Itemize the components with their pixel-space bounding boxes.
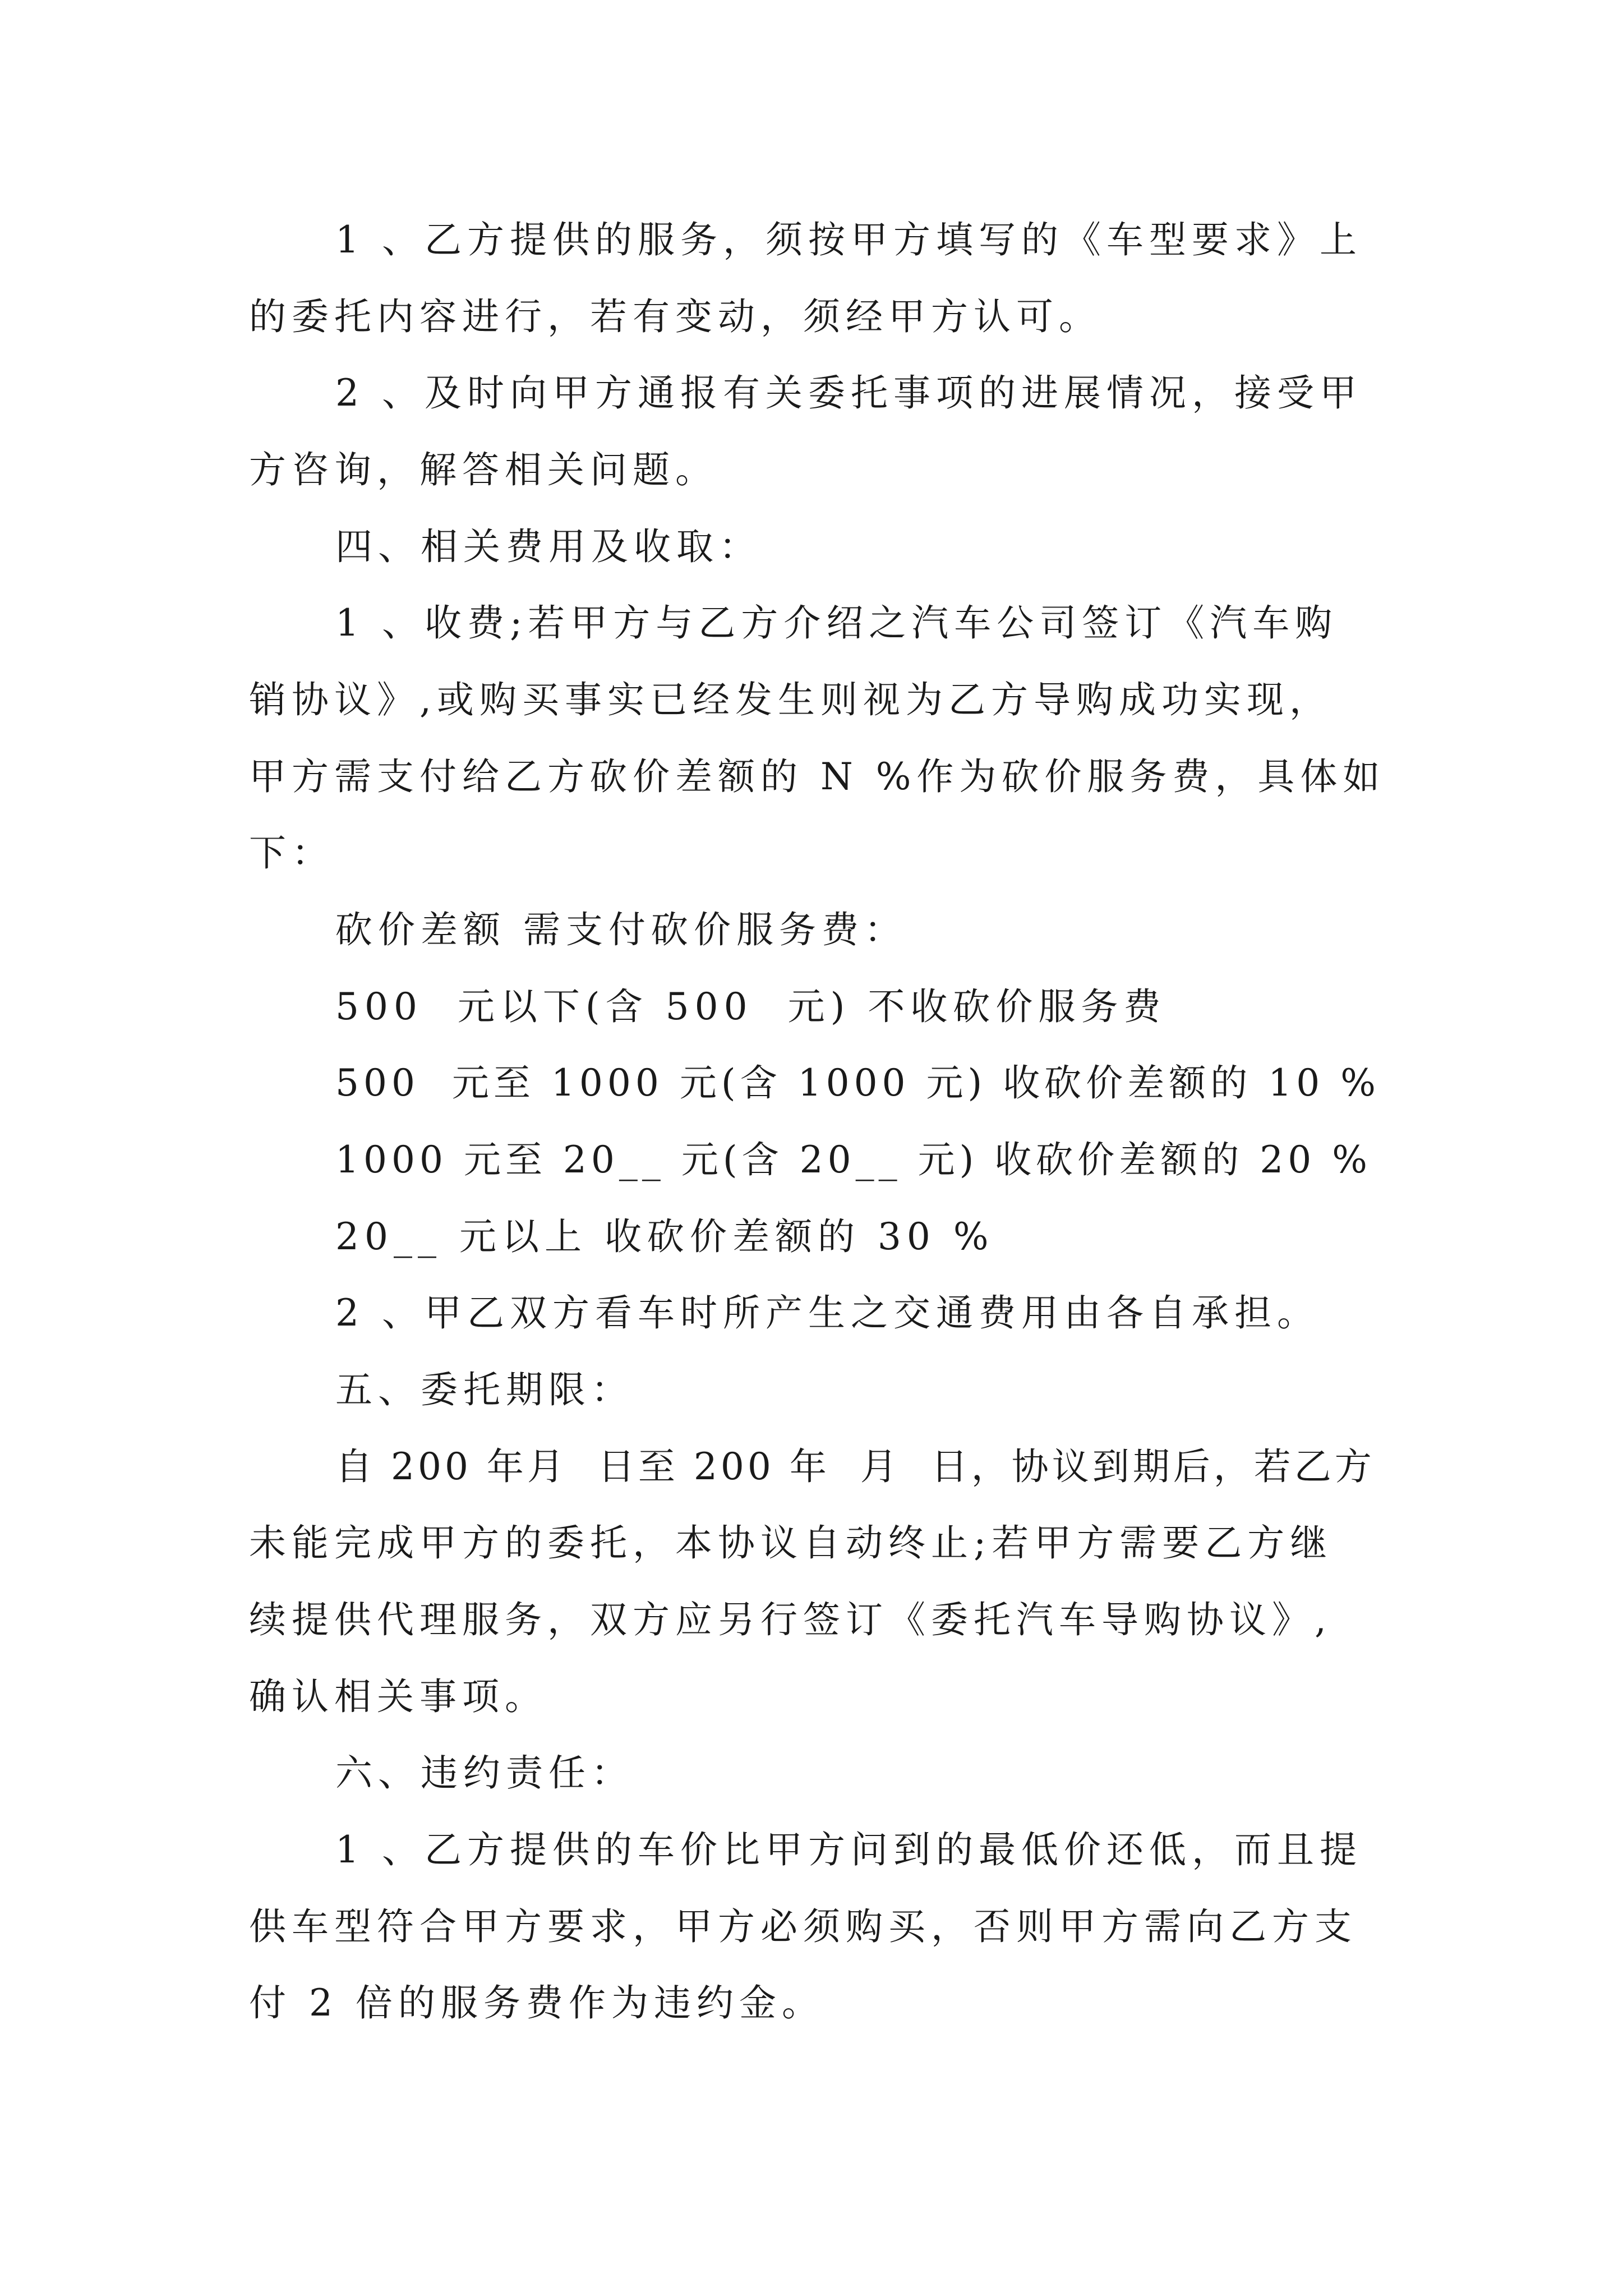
text-line: 续提供代理服务，双方应另行签订《委托汽车导购协议》, <box>249 1598 1332 1641</box>
text-line: 销协议》,或购买事实已经发生则视为乙方导购成功实现， <box>249 678 1332 721</box>
text-line: 的委托内容进行，若有变动，须经甲方认可。 <box>249 295 1101 338</box>
text-line: 未能完成甲方的委托，本协议自动终止;若甲方需要乙方继 <box>249 1521 1333 1565</box>
section-heading: 六、违约责任： <box>335 1751 634 1795</box>
text-line: 1 、乙方提供的服务，须按甲方填写的《车型要求》上 <box>335 218 1362 261</box>
text-line: 2 、及时向甲方通报有关委托事项的进展情况，接受甲 <box>335 371 1362 415</box>
text-line: 1 、乙方提供的车价比甲方问到的最低价还低，而且提 <box>335 1828 1362 1871</box>
fee-row: 500 元至 1000 元(含 1000 元) 收砍价差额的 10 % <box>335 1061 1380 1105</box>
fee-row: 500 元以下(含 500 元) 不收砍价服务费 <box>335 985 1166 1028</box>
text-line: 确认相关事项。 <box>249 1675 547 1718</box>
text-line: 下： <box>249 831 334 875</box>
fee-table-header: 砍价差额 需支付砍价服务费： <box>335 908 907 951</box>
text-line: 自 200 年月 日至 200 年 月 日，协议到期后，若乙方 <box>335 1445 1375 1488</box>
fee-row: 20__ 元以上 收砍价差额的 30 % <box>335 1215 994 1258</box>
text-line: 1 、收费;若甲方与乙方介绍之汽车公司签订《汽车购 <box>335 601 1338 645</box>
section-heading: 四、相关费用及收取： <box>335 525 762 568</box>
section-heading: 五、委托期限： <box>335 1368 634 1411</box>
text-line: 付 2 倍的服务费作为违约金。 <box>249 1981 824 2024</box>
fee-row: 1000 元至 20__ 元(含 20__ 元) 收砍价差额的 20 % <box>335 1138 1372 1181</box>
text-line: 供车型符合甲方要求，甲方必须购买，否则甲方需向乙方支 <box>249 1905 1357 1948</box>
text-line: 2 、甲乙双方看车时所产生之交通费用由各自承担。 <box>335 1291 1320 1335</box>
text-line: 方咨询，解答相关问题。 <box>249 448 718 491</box>
text-line: 甲方需支付给乙方砍价差额的 N %作为砍价服务费，具体如 <box>249 755 1386 798</box>
